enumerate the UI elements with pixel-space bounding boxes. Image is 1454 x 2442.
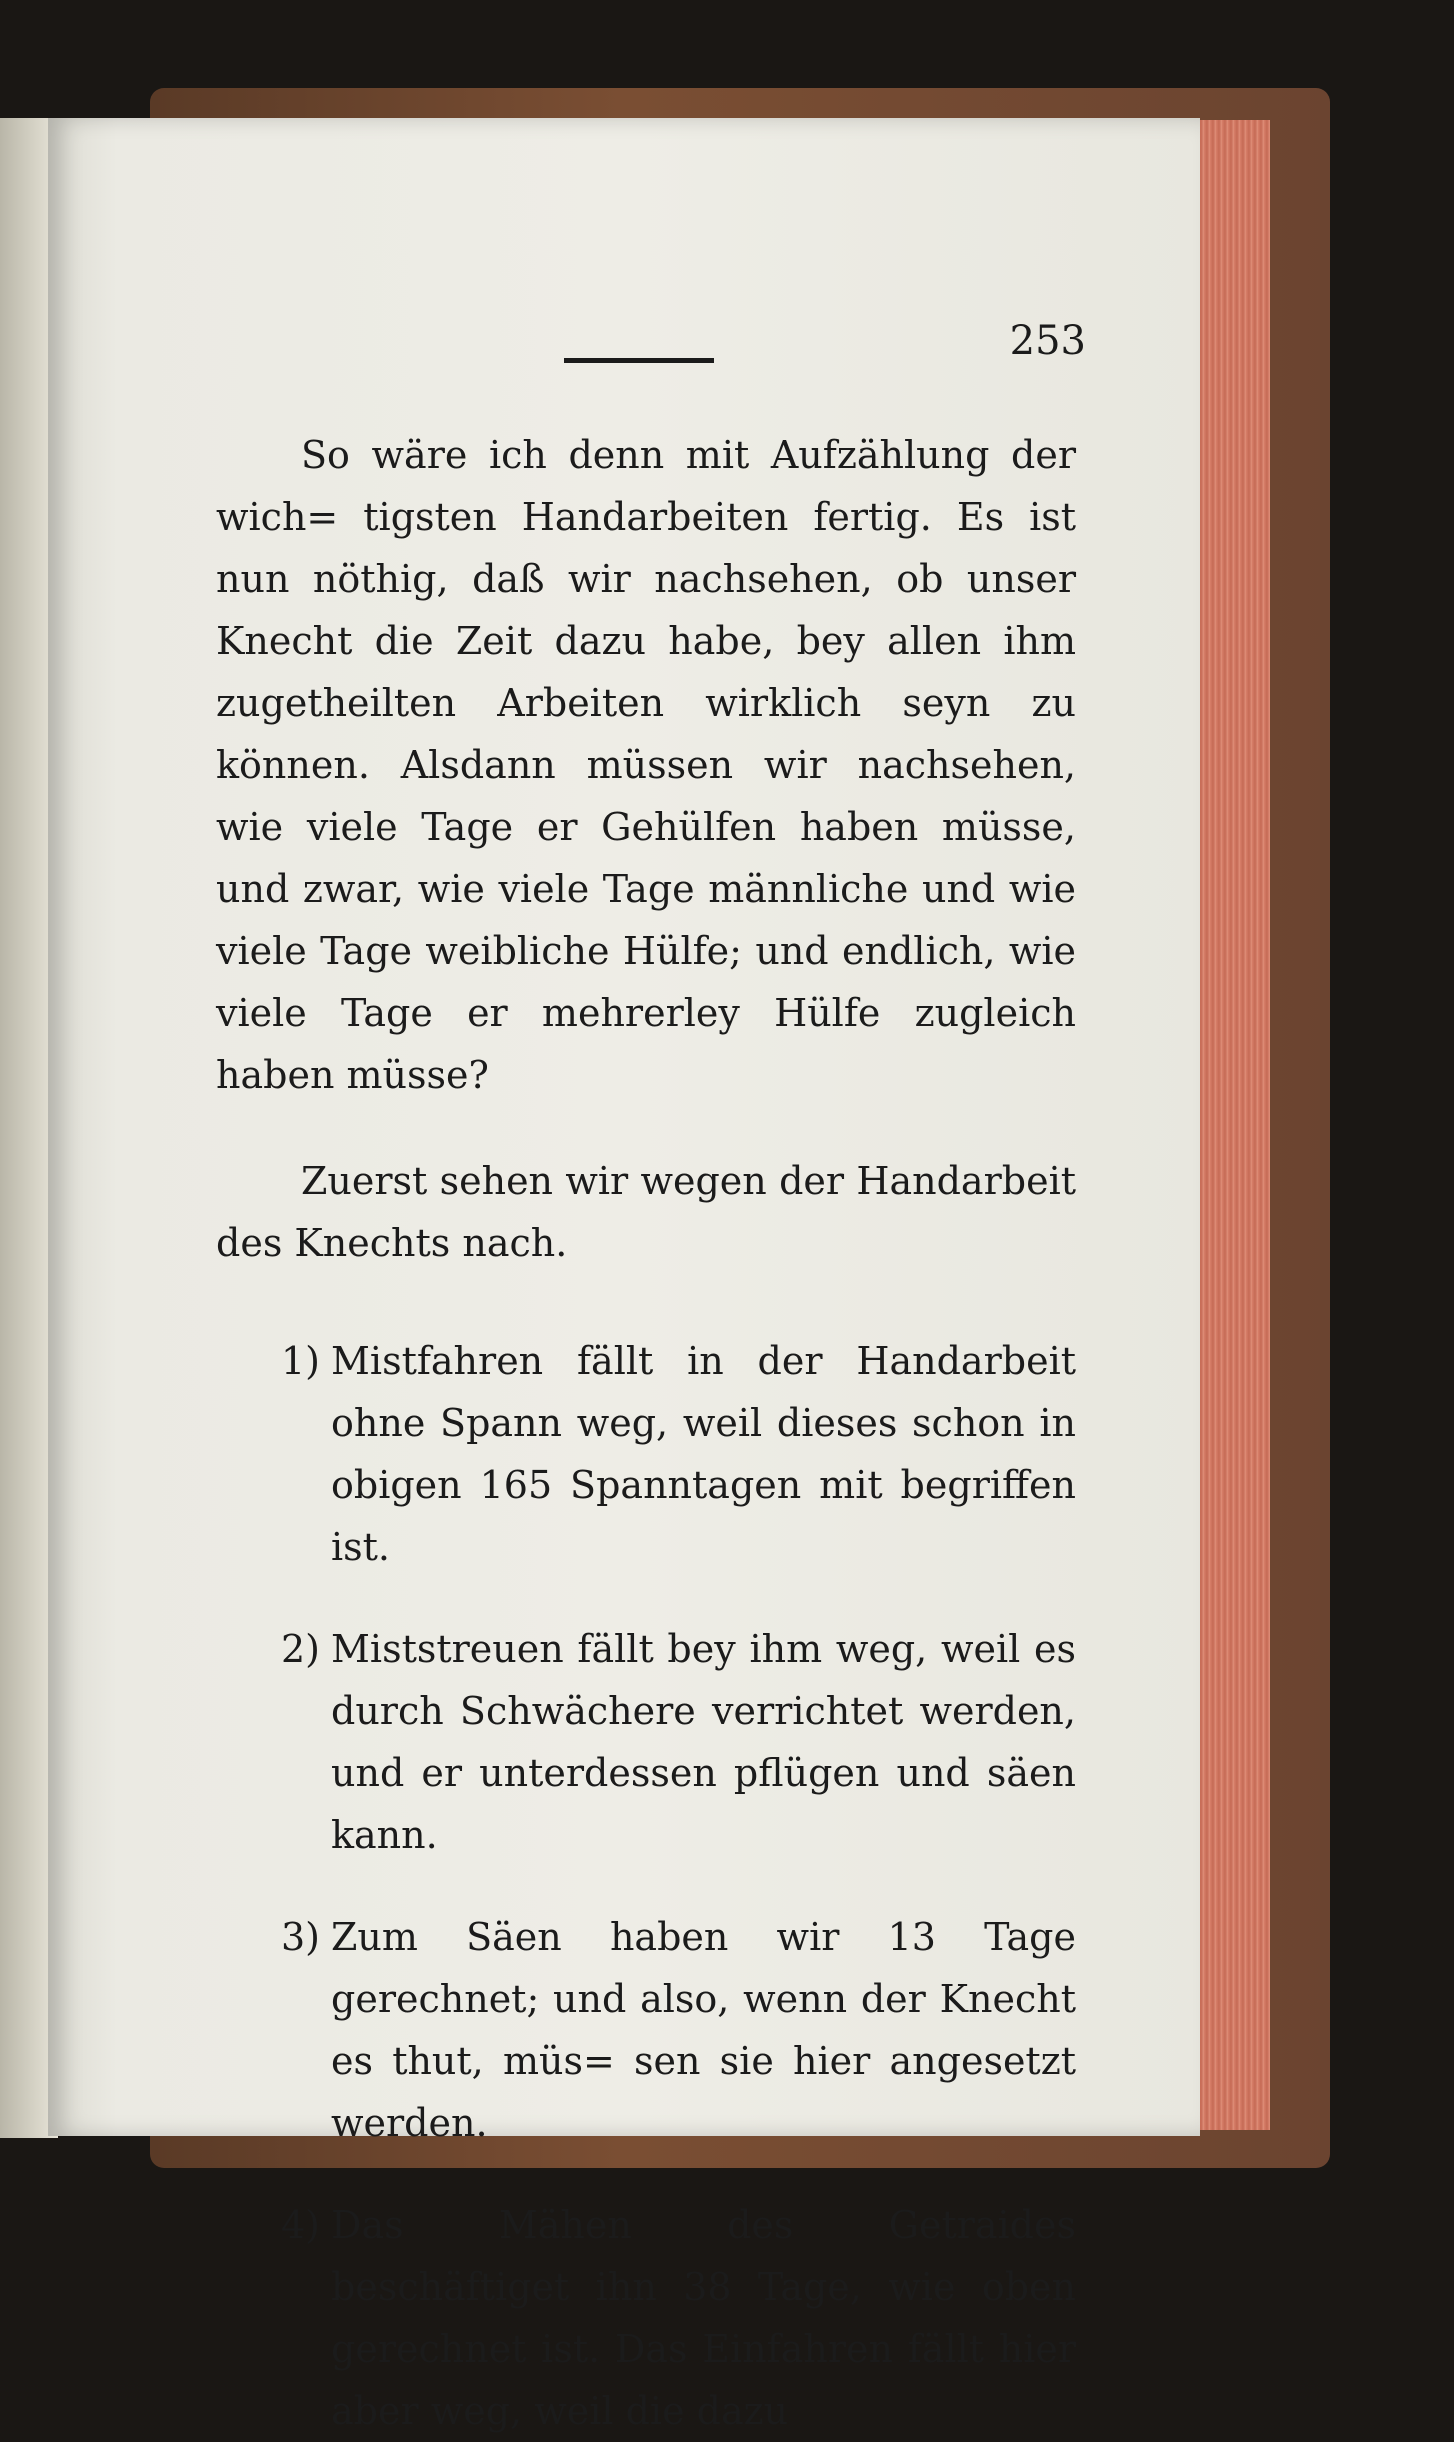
item-number: 2) bbox=[281, 1627, 321, 1671]
list-item bbox=[216, 2194, 1076, 2442]
text-line: Zuerst sehen wir wegen der Handarbeit bbox=[301, 1159, 1076, 1203]
item-number: 4) bbox=[281, 2203, 321, 2247]
text-line: Zum Säen haben wir 13 Tage gerechnet; bbox=[331, 1915, 1076, 2021]
text-line: Miststreuen fällt bey ihm weg, weil es bbox=[331, 1627, 1076, 1671]
header-rule bbox=[564, 358, 714, 363]
text-line: Tage er mehrerley Hülfe zugleich haben müsse? bbox=[216, 991, 1076, 1097]
text-line: wie viele Tage er Gehülfen haben müsse, und bbox=[216, 805, 1076, 911]
text-line: Spann weg, weil dieses schon in obigen bbox=[331, 1401, 1076, 1507]
list-item bbox=[216, 1906, 1076, 2154]
paragraph-handarbeit bbox=[216, 1150, 1076, 1274]
item-number: 3) bbox=[281, 1915, 321, 1959]
text-line: Mistfahren fällt in der Handarbeit ohne bbox=[331, 1339, 1076, 1445]
text-line: er unterdessen pflügen und säen kann. bbox=[331, 1751, 1076, 1857]
list-item bbox=[216, 1618, 1076, 1866]
list-item bbox=[216, 1330, 1076, 1578]
text-line: und also, wenn der Knecht es thut, müs= bbox=[331, 1977, 1076, 2083]
text-line: Das Mähen des Getraides beschäftiget ihn bbox=[331, 2203, 1076, 2309]
text-line: sen sie hier angesetzt werden. bbox=[331, 2039, 1076, 2145]
page-content bbox=[216, 318, 1086, 2442]
text-line: tigsten Handarbeiten fertig. Es ist nun nöthig, bbox=[216, 495, 1076, 601]
book-page bbox=[48, 118, 1200, 2433]
text-line: seyn zu können. Alsdann müssen wir nachsehen, bbox=[216, 681, 1076, 787]
paragraph-intro bbox=[216, 424, 1076, 1106]
page-edges bbox=[1198, 120, 1270, 2130]
text-line: habe, bey allen ihm zugetheilten Arbeiten wirklich bbox=[216, 619, 1076, 725]
text-line: des Knechts nach. bbox=[216, 1221, 568, 1265]
text-line: daß wir nachsehen, ob unser Knecht die Zeit dazu bbox=[216, 557, 1076, 663]
page-number: 253 bbox=[1009, 318, 1086, 364]
text-line: Tage weibliche Hülfe; und endlich, wie viele bbox=[216, 929, 1076, 1035]
text-line: 38 Tage, wie oben gerechnet ist. Das bbox=[331, 2265, 1076, 2371]
item-number: 1) bbox=[281, 1339, 321, 1383]
text-line: zwar, wie viele Tage männliche und wie viele bbox=[216, 867, 1076, 973]
page-header bbox=[216, 318, 1086, 398]
text-line: durch Schwächere verrichtet werden, und bbox=[331, 1689, 1076, 1795]
text-line: Einfahren fällt hier aber weg, weil die dazu bbox=[331, 2327, 1076, 2433]
text-line: So wäre ich denn mit Aufzählung der wich= bbox=[216, 433, 1076, 539]
text-line: 165 Spanntagen mit begriffen ist. bbox=[331, 1463, 1076, 1569]
